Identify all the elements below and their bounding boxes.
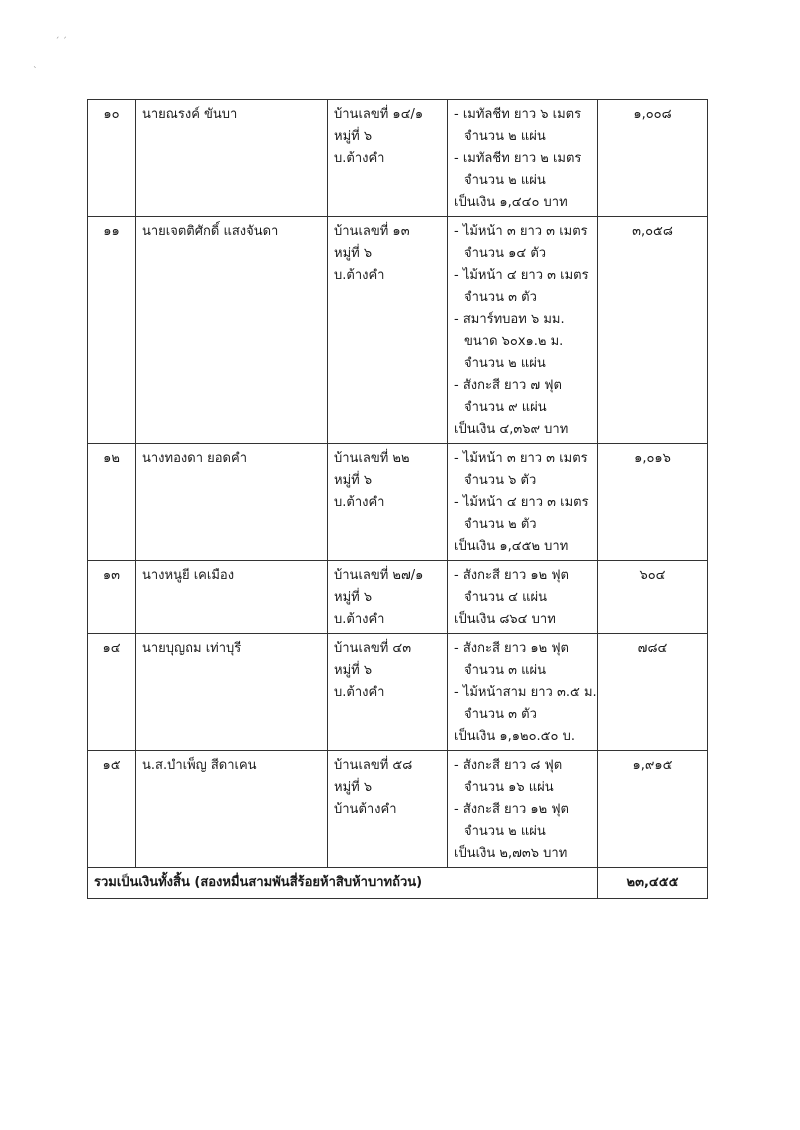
address-cell [328,100,448,217]
address-line: บ้านเลขที่ ๒๗/๑ [334,568,424,583]
row-number: ๑๕ [88,751,136,868]
item-quantity: จำนวน ๓ ตัว [464,290,537,305]
item-quantity: จำนวน ๒ แผ่น [464,173,546,188]
recipient-name: นางหนูยี เคเมือง [136,561,328,634]
scan-speck: ˎ [33,59,38,69]
item-description: - ไม้หน้า ๓ ยาว ๓ เมตร [454,451,588,466]
item-quantity: ขนาด ๖๐x๑.๒ ม. [464,334,564,349]
scan-speck: ´ ´ [55,37,67,47]
row-number: ๑๑ [88,217,136,444]
item-quantity: จำนวน ๔ แผ่น [464,590,547,605]
address-line: หมู่ที่ ๖ [334,246,373,261]
address-line: หมู่ที่ ๖ [334,473,373,488]
item-subtotal: เป็นเงิน ๑,๔๕๒ บาท [454,539,569,554]
address-line: บ้านเลขที่ ๕๘ [334,758,413,773]
total-row [88,868,708,899]
item-description: - สังกะสี ยาว ๑๒ ฟุต [454,568,569,583]
table-row [88,217,708,444]
item-description: - สังกะสี ยาว ๑๒ ฟุต [454,641,569,656]
recipient-name: นายบุญถม เท่าบุรี [136,634,328,751]
items-cell [448,634,598,751]
relief-table [87,99,708,899]
address-cell [328,561,448,634]
table-row [88,751,708,868]
address-line: บ้านเลขที่ ๔๓ [334,641,412,656]
item-quantity: จำนวน ๒ แผ่น [464,356,546,371]
items-cell [448,561,598,634]
items-cell [448,217,598,444]
item-description: - เมทัลชีท ยาว ๒ เมตร [454,151,582,166]
item-description: - เมทัลชีท ยาว ๖ เมตร [454,107,582,122]
item-quantity: จำนวน ๖ ตัว [464,473,537,488]
address-line: บ.ต้างคำ [334,685,385,700]
amount-cell: ๑,๐๐๘ [598,100,708,217]
item-description: - ไม้หน้า ๔ ยาว ๓ เมตร [454,495,589,510]
item-subtotal: เป็นเงิน ๘๖๔ บาท [454,612,556,627]
address-line: หมู่ที่ ๖ [334,590,373,605]
item-description: - ไม้หน้าสาม ยาว ๓.๕ ม. [454,685,597,700]
total-amount: ๒๓,๔๕๕ [598,868,708,899]
address-cell [328,751,448,868]
relief-table-wrapper [87,99,707,899]
address-line: หมู่ที่ ๖ [334,129,373,144]
row-number: ๑๐ [88,100,136,217]
row-number: ๑๔ [88,634,136,751]
item-description: - สังกะสี ยาว ๗ ฟุต [454,378,562,393]
amount-cell: ๑,๙๑๕ [598,751,708,868]
address-line: บ.ต้างคำ [334,612,385,627]
address-cell [328,634,448,751]
address-line: หมู่ที่ ๖ [334,663,373,678]
address-line: หมู่ที่ ๖ [334,780,373,795]
item-quantity: จำนวน ๒ แผ่น [464,824,546,839]
total-label: รวมเป็นเงินทั้งสิ้น (สองหมื่นสามพันสี่ร้อยห้าสิบห้าบาทถ้วน) [88,868,598,899]
table-row [88,634,708,751]
address-line: บ.ต้างคำ [334,495,385,510]
recipient-name: นายเจตติศักดิ์ แสงจันดา [136,217,328,444]
items-cell [448,444,598,561]
address-cell [328,217,448,444]
address-line: บ้านเลขที่ ๑๓ [334,224,410,239]
item-quantity: จำนวน ๒ ตัว [464,517,537,532]
amount-cell: ๓,๐๕๘ [598,217,708,444]
table-row [88,444,708,561]
item-description: - ไม้หน้า ๓ ยาว ๓ เมตร [454,224,588,239]
row-number: ๑๒ [88,444,136,561]
table-row [88,100,708,217]
recipient-name: นางทองดา ยอดคำ [136,444,328,561]
item-description: - สังกะสี ยาว ๑๒ ฟุต [454,802,569,817]
table-body [88,100,708,899]
item-quantity: จำนวน ๑๖ แผ่น [464,780,554,795]
item-quantity: จำนวน ๒ แผ่น [464,129,546,144]
item-subtotal: เป็นเงิน ๑,๔๔๐ บาท [454,195,568,210]
item-subtotal: เป็นเงิน ๒,๗๓๖ บาท [454,846,568,861]
amount-cell: ๑,๐๑๖ [598,444,708,561]
item-subtotal: เป็นเงิน ๔,๓๖๙ บาท [454,422,569,437]
address-line: บ้านเลขที่ ๑๔/๑ [334,107,424,122]
recipient-name: นายณรงค์ ขันบา [136,100,328,217]
items-cell [448,751,598,868]
item-quantity: จำนวน ๑๔ ตัว [464,246,547,261]
address-line: บ้านเลขที่ ๒๒ [334,451,410,466]
item-description: - สังกะสี ยาว ๘ ฟุต [454,758,563,773]
item-subtotal: เป็นเงิน ๑,๑๒๐.๕๐ บ. [454,729,575,744]
item-quantity: จำนวน ๙ แผ่น [464,400,547,415]
row-number: ๑๓ [88,561,136,634]
address-line: บ.ต้างคำ [334,268,385,283]
item-description: - ไม้หน้า ๔ ยาว ๓ เมตร [454,268,589,283]
amount-cell: ๖๐๔ [598,561,708,634]
recipient-name: น.ส.บำเพ็ญ สีดาเคน [136,751,328,868]
address-line: บ.ต้างคำ [334,151,385,166]
address-line: บ้านต้างคำ [334,802,397,817]
item-quantity: จำนวน ๓ ตัว [464,707,537,722]
item-description: - สมาร์ทบอท ๖ มม. [454,312,565,327]
table-row [88,561,708,634]
address-cell [328,444,448,561]
items-cell [448,100,598,217]
amount-cell: ๗๘๔ [598,634,708,751]
item-quantity: จำนวน ๓ แผ่น [464,663,547,678]
